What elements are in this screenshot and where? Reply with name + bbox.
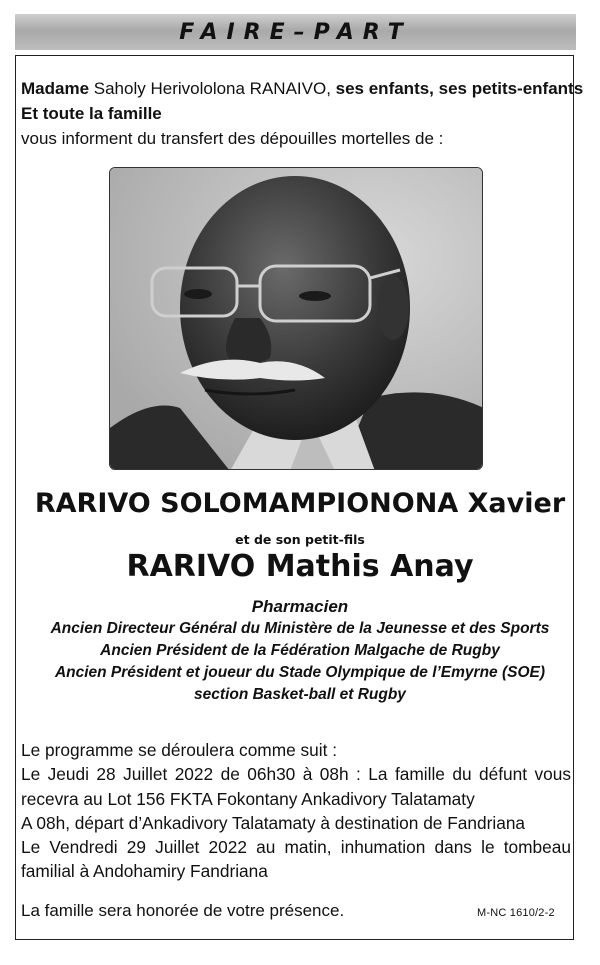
madame-label: Madame	[21, 79, 90, 98]
reference-code: M-NC 1610/2-2	[477, 907, 555, 919]
header-bar	[15, 14, 576, 50]
relation-text: et de son petit-fils	[235, 532, 365, 547]
program-item: Le Jeudi 28 Juillet 2022 de 06h30 à 08h : La famille du défunt vous recevra au Lot 156 FKTA Fokontany Ankadivory Talatamaty	[21, 764, 571, 809]
closing-text: La famille sera honorée de votre présence.	[21, 901, 345, 920]
intro-line-3: vous informent du transfert des dépouilles mortelles de :	[21, 129, 444, 148]
titles-list	[0, 596, 600, 706]
role-line: section Basket-ball et Rugby	[194, 686, 406, 703]
widow-name: Saholy Herivololona RANAIVO,	[89, 79, 336, 98]
portrait-photo	[109, 167, 483, 470]
role-line: Ancien Directeur Général du Ministère de la Jeunesse et des Sports	[50, 620, 550, 637]
intro-text	[21, 76, 584, 151]
family-members: ses enfants, ses petits-enfants	[335, 79, 584, 98]
intro-line-1	[21, 76, 584, 101]
intro-line-2: Et toute la famille	[21, 104, 162, 123]
page-title: FAIRE–PART	[179, 19, 412, 45]
role-line: Ancien Président et joueur du Stade Olympique de l’Emyrne (SOE)	[54, 664, 546, 681]
program-item: Le Vendredi 29 Juillet 2022 au matin, inhumation dans le tombeau familial à Andohamiry Fandriana	[21, 837, 571, 882]
grandson-name: RARIVO Mathis Anay	[126, 549, 474, 584]
program-section	[21, 738, 571, 884]
program-intro: Le programme se déroulera comme suit :	[21, 740, 337, 760]
portrait-illustration	[110, 168, 483, 470]
role-line: Ancien Président de la Fédération Malgache de Rugby	[100, 642, 500, 659]
profession: Pharmacien	[251, 597, 349, 616]
program-item: A 08h, départ d’Ankadivory Talatamaty à destination de Fandriana	[21, 812, 526, 833]
deceased-name: RARIVO SOLOMAMPIONONA Xavier	[34, 488, 566, 519]
